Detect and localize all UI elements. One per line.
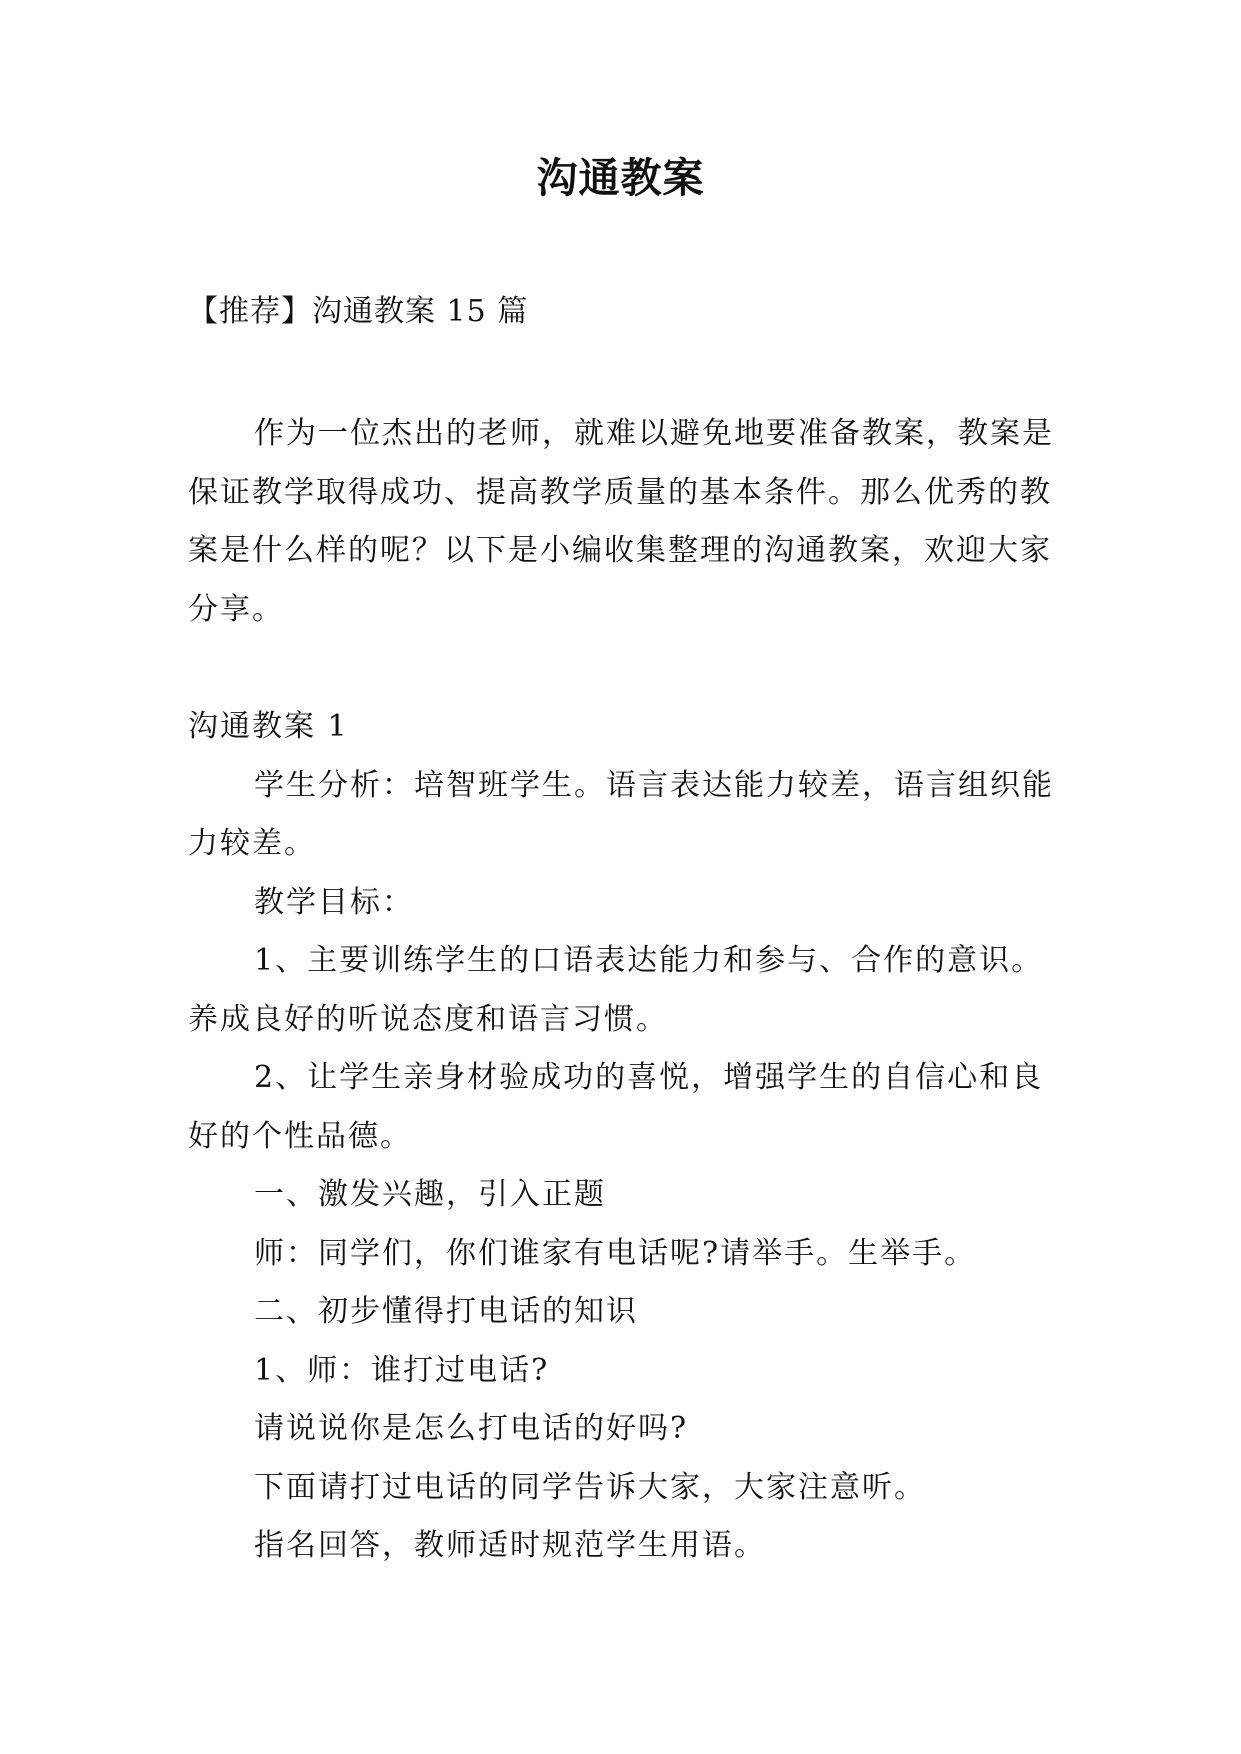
document-subtitle: 【推荐】沟通教案 15 篇 (188, 294, 529, 329)
paragraph-step-1-heading: 一、激发兴趣，引入正题 (254, 1177, 606, 1212)
paragraph-step-2-heading: 二、初步懂得打电话的知识 (254, 1294, 638, 1329)
paragraph-goal-2: 2、让学生亲身材验成功的喜悦，增强学生的自信心和良好的个性品德。 (188, 1060, 1044, 1154)
document-title: 沟通教案 (536, 154, 705, 202)
intro-paragraph: 作为一位杰出的老师，就难以避免地要准备教案，教案是保证教学取得成功、提高教学质量的基本条件。那么优秀的教案是什么样的呢？以下是小编收集整理的沟通教案，欢迎大家分享。 (188, 416, 1054, 627)
paragraph-prompt: 请说说你是怎么打电话的好吗? (254, 1411, 689, 1446)
intro-section (188, 405, 1058, 639)
paragraph-teaching-goals-label: 教学目标： (254, 884, 414, 920)
paragraph-step-2-item-1: 1、师：谁打过电话? (254, 1352, 550, 1388)
paragraph-answer: 指名回答，教师适时规范学生用语。 (254, 1528, 766, 1563)
lesson-section (188, 698, 1058, 1576)
paragraph-instruction: 下面请打过电话的同学告诉大家，大家注意听。 (254, 1469, 926, 1505)
section-heading: 沟通教案 1 (188, 709, 349, 744)
paragraph-goal-1: 1、主要训练学生的口语表达能力和参与、合作的意识。养成良好的听说态度和语言习惯。 (188, 943, 1044, 1037)
paragraph-teacher-question: 师：同学们，你们谁家有电话呢?请举手。生举手。 (254, 1235, 977, 1271)
paragraph-student-analysis: 学生分析：培智班学生。语言表达能力较差，语言组织能力较差。 (188, 767, 1054, 861)
